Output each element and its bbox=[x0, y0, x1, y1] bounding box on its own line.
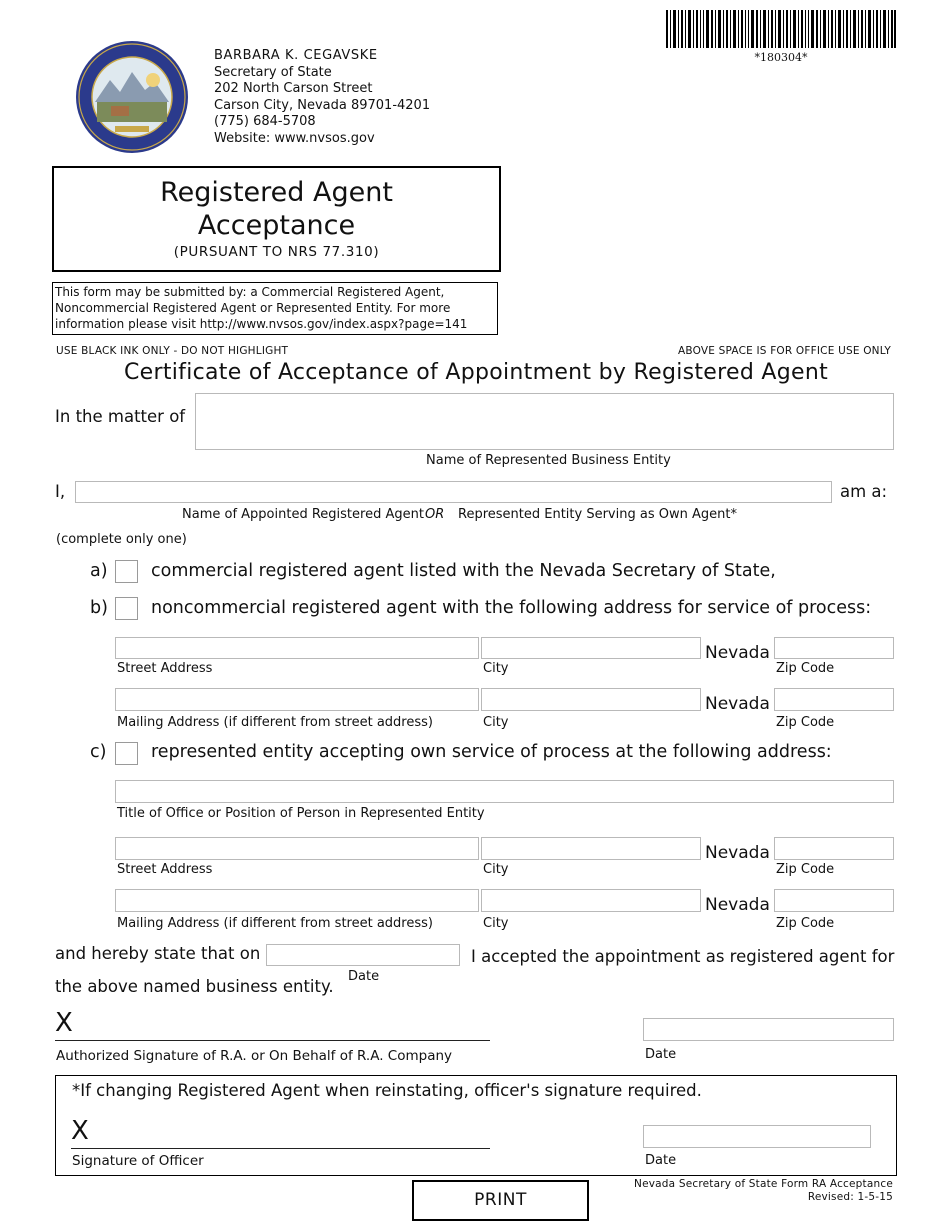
c-office-title-caption: Title of Office or Position of Person in Represented Entity bbox=[117, 806, 485, 821]
b-street-state: Nevada bbox=[705, 643, 770, 663]
option-b-checkbox[interactable] bbox=[115, 597, 138, 620]
b-mailing-zip-caption: Zip Code bbox=[776, 715, 835, 730]
c-mailing-state: Nevada bbox=[705, 895, 770, 915]
option-a-checkbox[interactable] bbox=[115, 560, 138, 583]
info-line-2: Noncommercial Registered Agent or Represented Entity. For more bbox=[55, 301, 451, 315]
acceptance-date-caption: Date bbox=[348, 969, 380, 984]
info-line-1: This form may be submitted by: a Commercial Registered Agent, bbox=[55, 285, 445, 299]
option-a-text: commercial registered agent listed with the Nevada Secretary of State, bbox=[151, 561, 776, 581]
b-mailing-zip-field[interactable] bbox=[774, 688, 894, 711]
authorized-signature-caption: Authorized Signature of R.A. or On Behalf of R.A. Company bbox=[56, 1048, 453, 1064]
complete-only-one-note: (complete only one) bbox=[56, 532, 187, 547]
info-box bbox=[52, 282, 498, 335]
form-id: Nevada Secretary of State Form RA Acceptance bbox=[634, 1178, 893, 1190]
info-line-3: information please visit http://www.nvsos.gov/index.aspx?page=141 bbox=[55, 317, 468, 331]
matter-label: In the matter of bbox=[55, 407, 186, 426]
statement-part3: the above named business entity. bbox=[55, 977, 334, 996]
barcode bbox=[666, 10, 896, 48]
agent-prefix: I, bbox=[55, 482, 66, 501]
b-street-city-field[interactable] bbox=[481, 637, 701, 659]
acceptance-date-field[interactable] bbox=[266, 944, 460, 966]
signature-x-mark: X bbox=[55, 1008, 73, 1038]
b-street-zip-field[interactable] bbox=[774, 637, 894, 659]
b-mailing-address-field[interactable] bbox=[115, 688, 479, 711]
agent-caption-b: Represented Entity Serving as Own Agent* bbox=[458, 507, 737, 522]
c-street-city-field[interactable] bbox=[481, 837, 701, 860]
officer-date-field[interactable] bbox=[643, 1125, 871, 1148]
website: Website: www.nvsos.gov bbox=[214, 130, 375, 146]
c-street-zip-caption: Zip Code bbox=[776, 862, 835, 877]
signature-date-caption: Date bbox=[645, 1047, 677, 1062]
option-c-checkbox[interactable] bbox=[115, 742, 138, 765]
agent-suffix: am a: bbox=[840, 482, 888, 501]
c-mailing-address-caption: Mailing Address (if different from street address) bbox=[117, 916, 433, 931]
office-use-note: ABOVE SPACE IS FOR OFFICE USE ONLY bbox=[678, 345, 891, 357]
b-mailing-city-field[interactable] bbox=[481, 688, 701, 711]
phone-number: (775) 684-5708 bbox=[214, 114, 316, 129]
agent-caption-a: Name of Appointed Registered Agent bbox=[182, 507, 424, 522]
c-mailing-city-field[interactable] bbox=[481, 889, 701, 912]
c-street-state: Nevada bbox=[705, 843, 770, 863]
option-c-letter: c) bbox=[90, 742, 107, 762]
state-seal bbox=[75, 40, 189, 154]
c-mailing-address-field[interactable] bbox=[115, 889, 479, 912]
secretary-title: Secretary of State bbox=[214, 64, 332, 80]
form-title-box bbox=[52, 166, 501, 272]
b-street-address-field[interactable] bbox=[115, 637, 479, 659]
revised-date: Revised: 1-5-15 bbox=[807, 1191, 893, 1203]
represented-entity-caption: Name of Represented Business Entity bbox=[426, 453, 671, 468]
b-street-address-caption: Street Address bbox=[117, 661, 213, 676]
certificate-title: Certificate of Acceptance of Appointment by Registered Agent bbox=[123, 360, 829, 385]
address-street: 202 North Carson Street bbox=[214, 81, 373, 96]
officer-signature-line[interactable] bbox=[71, 1120, 490, 1149]
form-statute: (PURSUANT TO NRS 77.310) bbox=[173, 244, 380, 260]
option-b-letter: b) bbox=[90, 598, 108, 618]
option-b-text: noncommercial registered agent with the following address for service of process: bbox=[151, 598, 872, 618]
address-city: Carson City, Nevada 89701-4201 bbox=[214, 97, 431, 113]
officer-x-mark: X bbox=[71, 1116, 89, 1146]
b-mailing-city-caption: City bbox=[483, 715, 509, 730]
c-street-address-field[interactable] bbox=[115, 837, 479, 860]
c-street-city-caption: City bbox=[483, 862, 509, 877]
b-mailing-address-caption: Mailing Address (if different from street address) bbox=[117, 715, 433, 730]
signature-date-field[interactable] bbox=[643, 1018, 894, 1041]
registered-agent-name-field[interactable] bbox=[75, 481, 832, 503]
c-office-title-field[interactable] bbox=[115, 780, 894, 803]
represented-entity-name-field[interactable] bbox=[195, 393, 894, 450]
c-street-zip-field[interactable] bbox=[774, 837, 894, 860]
form-title-line1: Registered Agent bbox=[160, 177, 393, 208]
officer-signature-caption: Signature of Officer bbox=[72, 1153, 204, 1169]
statement-part1: and hereby state that on bbox=[55, 944, 261, 963]
b-mailing-state: Nevada bbox=[705, 694, 770, 714]
c-street-address-caption: Street Address bbox=[117, 862, 213, 877]
agent-caption-or: OR bbox=[425, 507, 445, 522]
form-title-line2: Acceptance bbox=[197, 210, 356, 241]
statement-part2: I accepted the appointment as registered agent for bbox=[471, 947, 895, 966]
print-button[interactable] bbox=[412, 1180, 589, 1221]
authorized-signature-line[interactable] bbox=[55, 1012, 490, 1041]
option-a-letter: a) bbox=[90, 561, 108, 581]
b-street-city-caption: City bbox=[483, 661, 509, 676]
secretary-name: BARBARA K. CEGAVSKE bbox=[214, 48, 378, 63]
barcode-number: *180304* bbox=[754, 51, 808, 64]
officer-date-caption: Date bbox=[645, 1153, 677, 1168]
c-mailing-zip-field[interactable] bbox=[774, 889, 894, 912]
c-mailing-zip-caption: Zip Code bbox=[776, 916, 835, 931]
c-mailing-city-caption: City bbox=[483, 916, 509, 931]
ink-note: USE BLACK INK ONLY - DO NOT HIGHLIGHT bbox=[56, 345, 289, 357]
print-button-label: PRINT bbox=[474, 1190, 527, 1210]
b-street-zip-caption: Zip Code bbox=[776, 661, 835, 676]
option-c-text: represented entity accepting own service of process at the following address: bbox=[151, 742, 832, 762]
officer-note: *If changing Registered Agent when reinstating, officer's signature required. bbox=[72, 1081, 702, 1100]
